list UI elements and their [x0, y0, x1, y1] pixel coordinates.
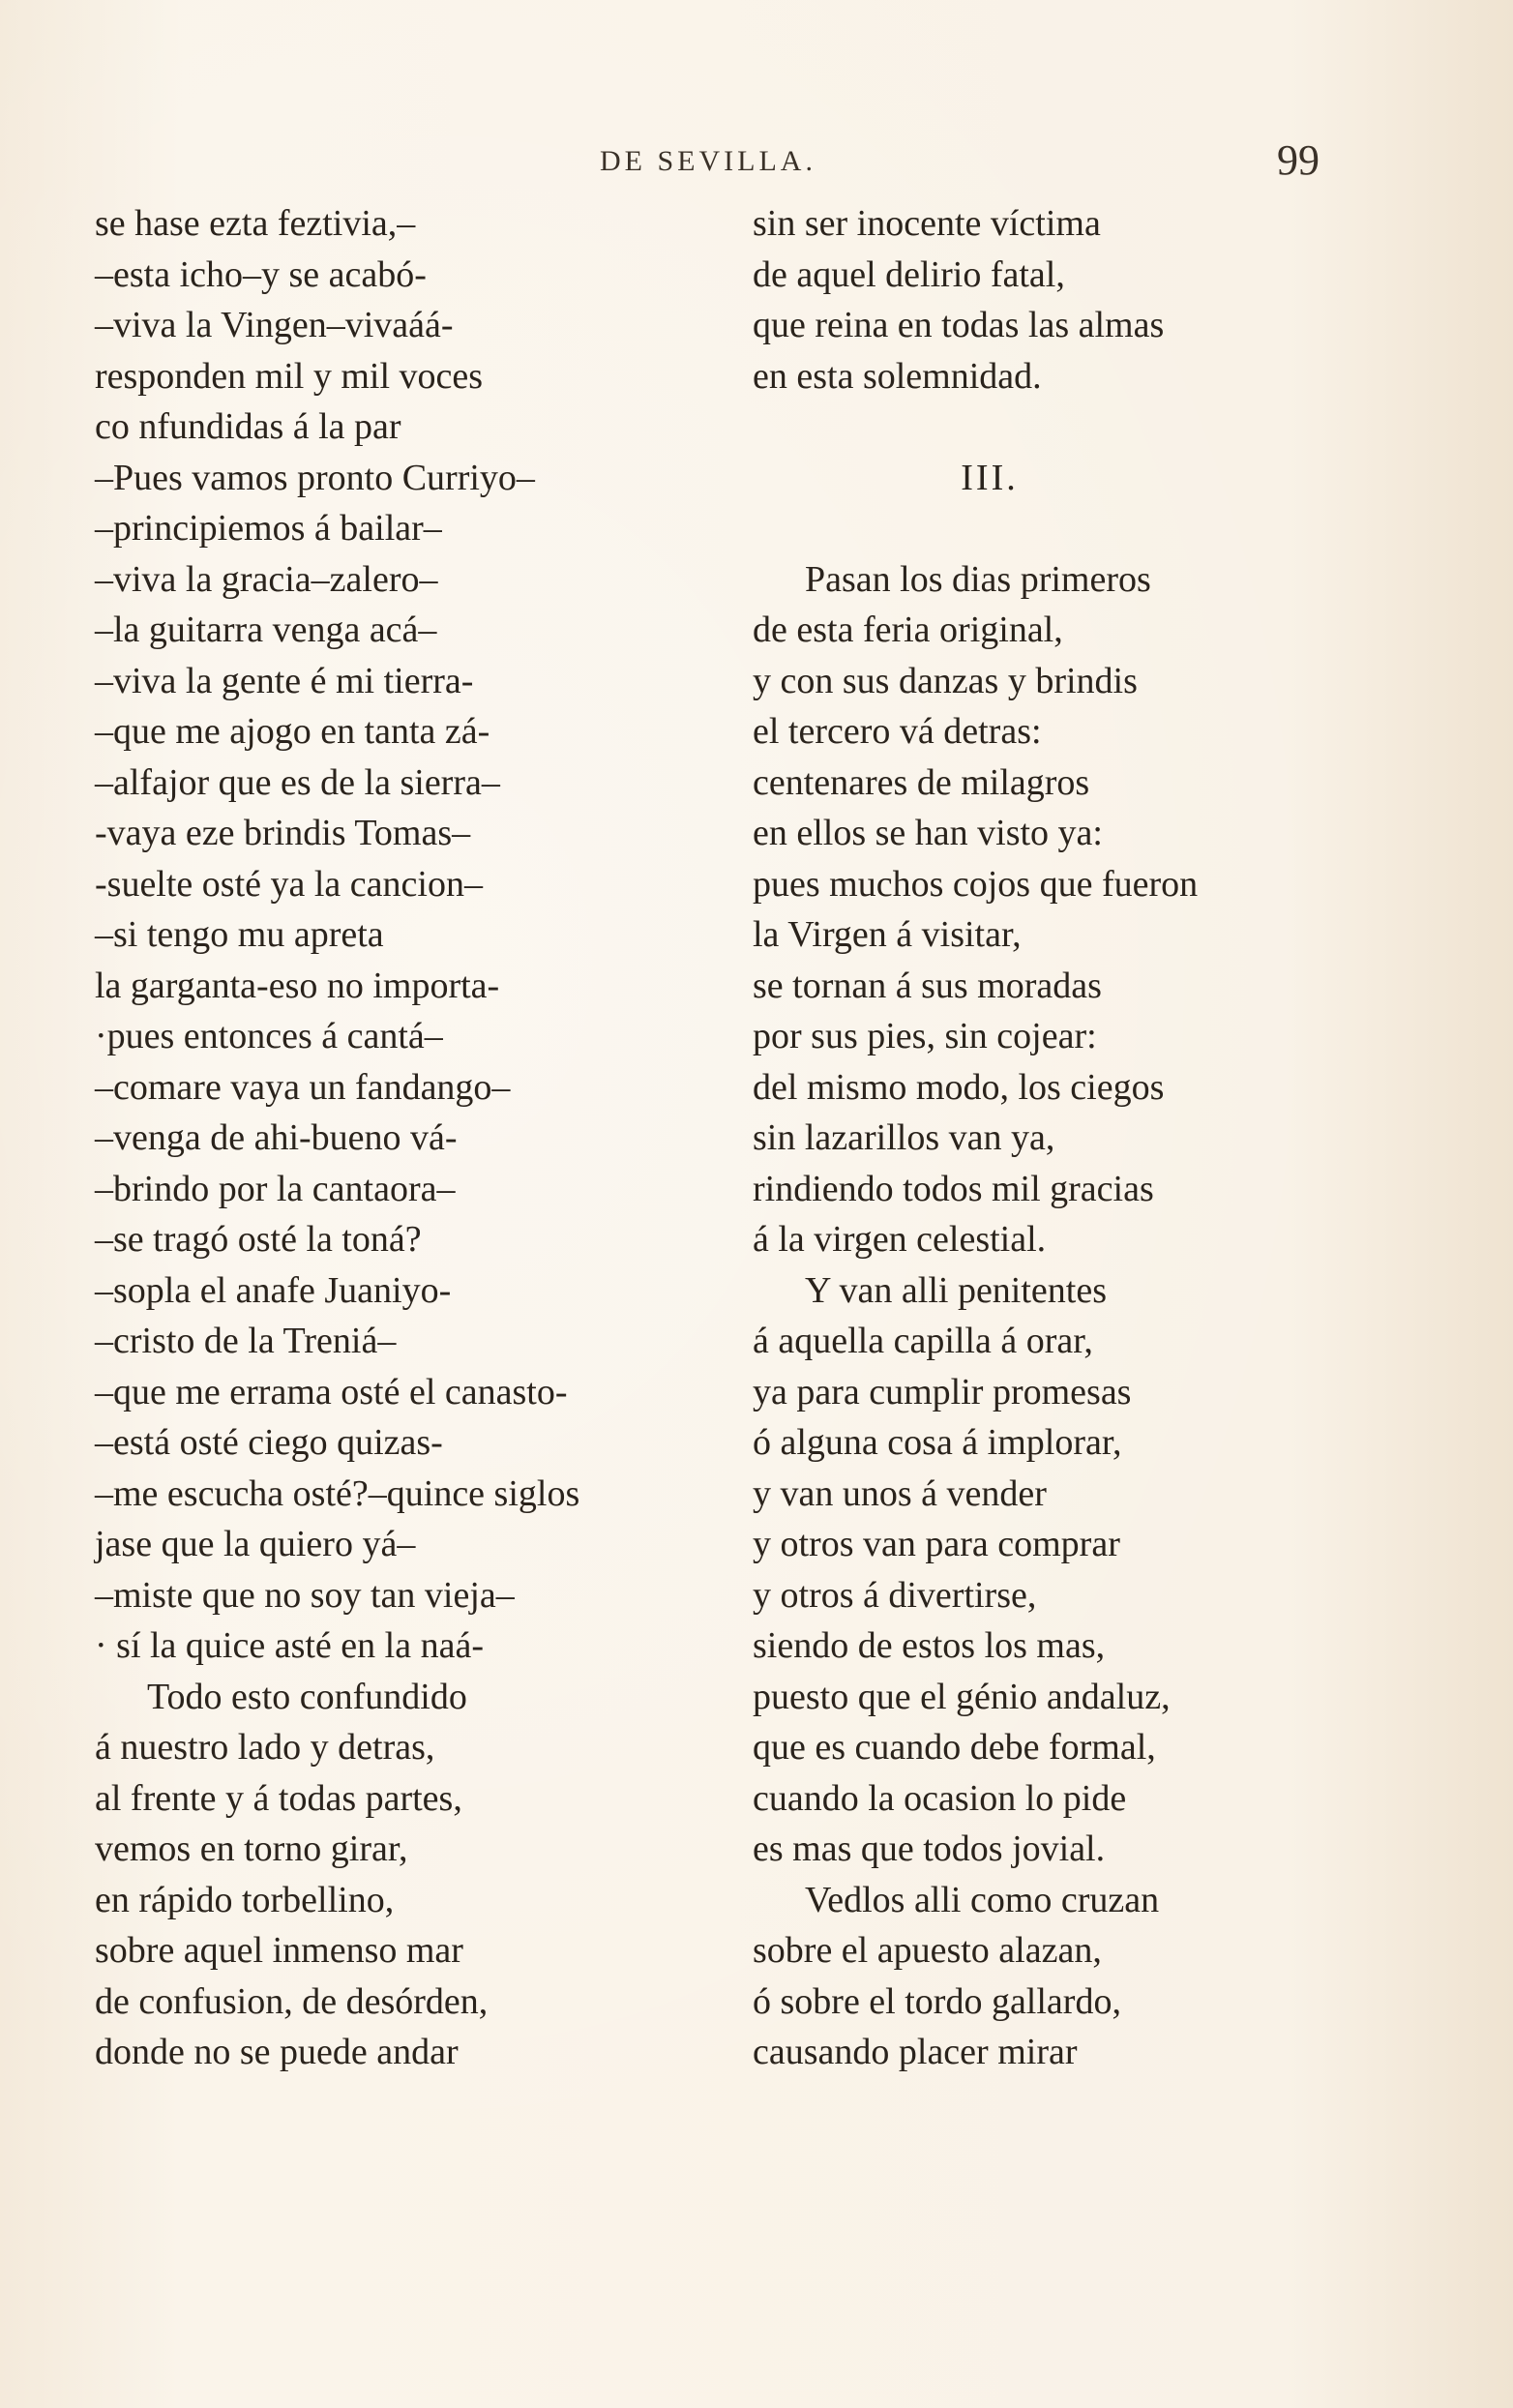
verse-line: sobre el apuesto alazan, — [753, 1930, 1102, 1971]
verse-line: –Pues vamos pronto Curriyo– — [95, 457, 535, 498]
verse-line: siendo de estos los mas, — [753, 1625, 1106, 1666]
verse-line: donde no se puede andar — [95, 2032, 459, 2072]
verse-line: ·pues entonces á cantá– — [95, 1016, 443, 1056]
verse-line: –está osté ciego quizas- — [95, 1422, 443, 1463]
verse-line: y otros van para comprar — [753, 1524, 1120, 1564]
verse-line: á nuestro lado y detras, — [95, 1727, 435, 1768]
verse-line: que reina en todas las almas — [753, 305, 1165, 345]
verse-line: –la guitarra venga acá– — [95, 609, 437, 650]
section-heading: III. — [961, 457, 1019, 498]
verse-line: Todo esto confundido — [147, 1676, 467, 1717]
verse-line: es mas que todos jovial. — [753, 1828, 1106, 1869]
verse-line: –que me errama osté el canasto- — [95, 1371, 568, 1412]
verse-line: de esta feria original, — [753, 609, 1063, 650]
left-column — [95, 198, 714, 2078]
verse-line: vemos en torno girar, — [95, 1828, 408, 1869]
verse-line: se tornan á sus moradas — [753, 965, 1102, 1006]
verse-line: responden mil y mil voces — [95, 355, 484, 397]
verse-line: ó alguna cosa á implorar, — [753, 1422, 1122, 1463]
verse-line: cuando la ocasion lo pide — [753, 1777, 1127, 1819]
verse-line: ya para cumplir promesas — [753, 1371, 1132, 1412]
verse-line: que es cuando debe formal, — [753, 1727, 1156, 1768]
verse-line: –alfajor que es de la sierra– — [95, 761, 500, 803]
verse-line: –cristo de la Treniá– — [95, 1321, 397, 1361]
verse-line: co nfundidas á la par — [95, 406, 401, 447]
verse-line: –que me ajogo en tanta zá- — [95, 711, 490, 752]
verse-line: causando placer mirar — [753, 2032, 1078, 2072]
verse-line: sin ser inocente víctima — [753, 203, 1101, 244]
verse-line: jase que la quiero yá– — [95, 1524, 416, 1564]
verse-line: –venga de ahi-bueno vá- — [95, 1117, 458, 1158]
verse-line: rindiendo todos mil gracias — [753, 1168, 1154, 1209]
verse-line: ó sobre el tordo gallardo, — [753, 1980, 1121, 2022]
verse-line: –comare vaya un fandango– — [95, 1066, 511, 1108]
verse-line: de confusion, de desórden, — [95, 1980, 489, 2022]
verse-line: y van unos á vender — [753, 1472, 1047, 1514]
verse-line: –brindo por la cantaora– — [95, 1168, 456, 1209]
verse-line: –se tragó osté la toná? — [95, 1219, 422, 1260]
verse-line: Vedlos alli como cruzan — [805, 1879, 1160, 1920]
verse-line: se hase ezta feztivia,– — [95, 203, 416, 244]
page-number: 99 — [1277, 136, 1320, 184]
verse-line: la Virgen á visitar, — [753, 914, 1022, 955]
verse-line: –si tengo mu apreta — [95, 914, 384, 955]
verse-line: sobre aquel inmenso mar — [95, 1930, 463, 1971]
verse-line: –viva la gente é mi tierra- — [95, 660, 474, 701]
verse-line: por sus pies, sin cojear: — [753, 1016, 1097, 1056]
verse-line: –viva la gracia–zalero– — [95, 558, 438, 600]
verse-line: · sí la quice asté en la naá- — [95, 1625, 484, 1666]
verse-line: el tercero vá detras: — [753, 711, 1042, 752]
verse-line: -suelte osté ya la cancion– — [95, 863, 483, 905]
verse-line: á aquella capilla á orar, — [753, 1321, 1093, 1361]
right-column — [753, 198, 1294, 2078]
verse-line: y otros á divertirse, — [753, 1574, 1037, 1616]
verse-line: del mismo modo, los ciegos — [753, 1066, 1165, 1108]
verse-line: -vaya eze brindis Tomas– — [95, 813, 471, 853]
verse-line: en rápido torbellino, — [95, 1879, 395, 1920]
verse-line: –esta icho–y se acabó- — [95, 253, 427, 295]
verse-line: –principiemos á bailar– — [95, 508, 442, 549]
verse-line: á la virgen celestial. — [753, 1219, 1047, 1260]
spacer — [753, 401, 1294, 453]
verse-line: Y van alli penitentes — [805, 1269, 1107, 1311]
verse-line: y con sus danzas y brindis — [753, 660, 1138, 701]
verse-line: en ellos se han visto ya: — [753, 813, 1103, 853]
verse-line: sin lazarillos van ya, — [753, 1117, 1055, 1158]
verse-line: pues muchos cojos que fueron — [753, 863, 1199, 905]
running-title: DE SEVILLA. — [600, 145, 816, 177]
verse-line: puesto que el génio andaluz, — [753, 1676, 1171, 1717]
verse-line: al frente y á todas partes, — [95, 1777, 462, 1819]
verse-line: de aquel delirio fatal, — [753, 253, 1065, 295]
verse-line: centenares de milagros — [753, 761, 1090, 803]
verse-line: –viva la Vingen–vivaáá- — [95, 305, 454, 345]
verse-line: –me escucha osté?–quince siglos — [95, 1472, 580, 1514]
verse-line: Pasan los dias primeros — [805, 558, 1151, 600]
spacer — [753, 503, 1294, 554]
verse-line: –sopla el anafe Juaniyo- — [95, 1269, 452, 1311]
verse-line: en esta solemnidad. — [753, 355, 1042, 397]
verse-line: la garganta-eso no importa- — [95, 965, 500, 1006]
verse-line: –miste que no soy tan vieja– — [95, 1574, 515, 1616]
